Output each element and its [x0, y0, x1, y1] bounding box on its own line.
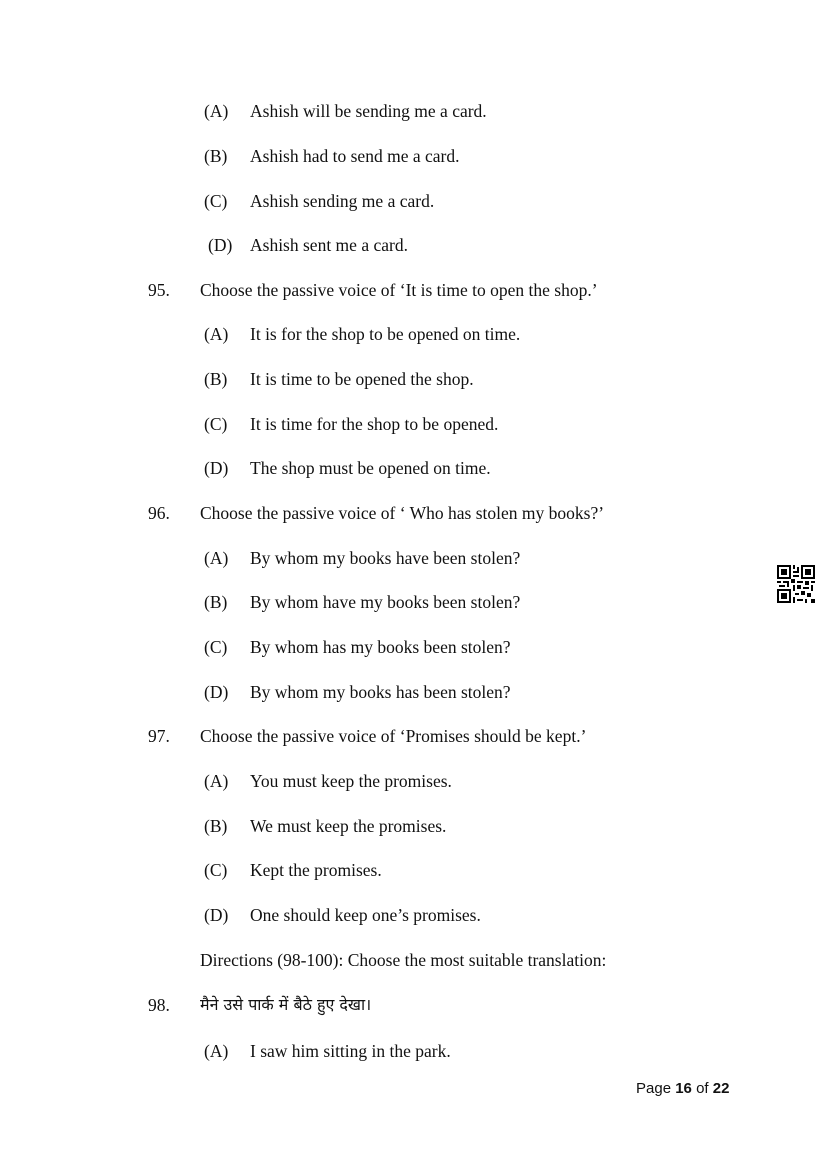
option-label: (D): [204, 682, 229, 702]
option-label: (B): [204, 592, 228, 612]
option-text: It is time for the shop to be opened.: [250, 414, 499, 434]
of-word: of: [696, 1080, 709, 1097]
option-text: Ashish sending me a card.: [250, 191, 435, 211]
option-label: (D): [204, 905, 229, 925]
option-label: (A): [204, 548, 229, 568]
current-page: 16: [675, 1080, 692, 1097]
option-text: Ashish sent me a card.: [250, 235, 408, 255]
option-text: Ashish had to send me a card.: [250, 146, 460, 166]
option-text: By whom has my books been stolen?: [250, 637, 511, 657]
option-text: Ashish will be sending me a card.: [250, 101, 487, 121]
option-label: (B): [204, 369, 228, 389]
question-text: Choose the passive voice of ‘ Who has stolen my books?’: [200, 503, 605, 523]
option-text: We must keep the promises.: [250, 816, 447, 836]
directions-text: Directions (98-100): Choose the most suitable translation:: [200, 950, 607, 970]
option-label: (D): [208, 235, 233, 255]
page-word: Page: [636, 1080, 672, 1097]
option-text: One should keep one’s promises.: [250, 905, 481, 925]
option-label: (B): [204, 816, 228, 836]
option-text: By whom have my books been stolen?: [250, 592, 521, 612]
question-number: 97.: [148, 726, 170, 746]
option-label: (D): [204, 458, 229, 478]
question-text: Choose the passive voice of ‘It is time to open the shop.’: [200, 280, 598, 300]
total-pages: 22: [712, 1080, 730, 1097]
question-text: Choose the passive voice of ‘Promises should be kept.’: [200, 726, 587, 746]
qr-code-icon: [777, 565, 815, 603]
option-text: It is for the shop to be opened on time.: [250, 324, 521, 344]
option-text: By whom my books have been stolen?: [250, 548, 521, 568]
option-text: You must keep the promises.: [250, 771, 452, 791]
page-footer: [636, 1080, 729, 1097]
question-text: मैने उसे पार्क में बैठे हुए देखा।: [200, 995, 372, 1014]
option-text: The shop must be opened on time.: [250, 458, 491, 478]
option-text: It is time to be opened the shop.: [250, 369, 474, 389]
option-label: (C): [204, 191, 228, 211]
question-number: 96.: [148, 503, 170, 523]
option-label: (C): [204, 414, 228, 434]
question-number: 98.: [148, 995, 170, 1015]
option-label: (A): [204, 324, 229, 344]
option-label: (B): [204, 146, 228, 166]
option-label: (C): [204, 860, 228, 880]
option-text: Kept the promises.: [250, 860, 382, 880]
option-label: (A): [204, 771, 229, 791]
question-number: 95.: [148, 280, 170, 300]
option-text: I saw him sitting in the park.: [250, 1041, 451, 1061]
option-label: (A): [204, 101, 229, 121]
option-label: (A): [204, 1041, 229, 1061]
option-text: By whom my books has been stolen?: [250, 682, 511, 702]
option-label: (C): [204, 637, 228, 657]
